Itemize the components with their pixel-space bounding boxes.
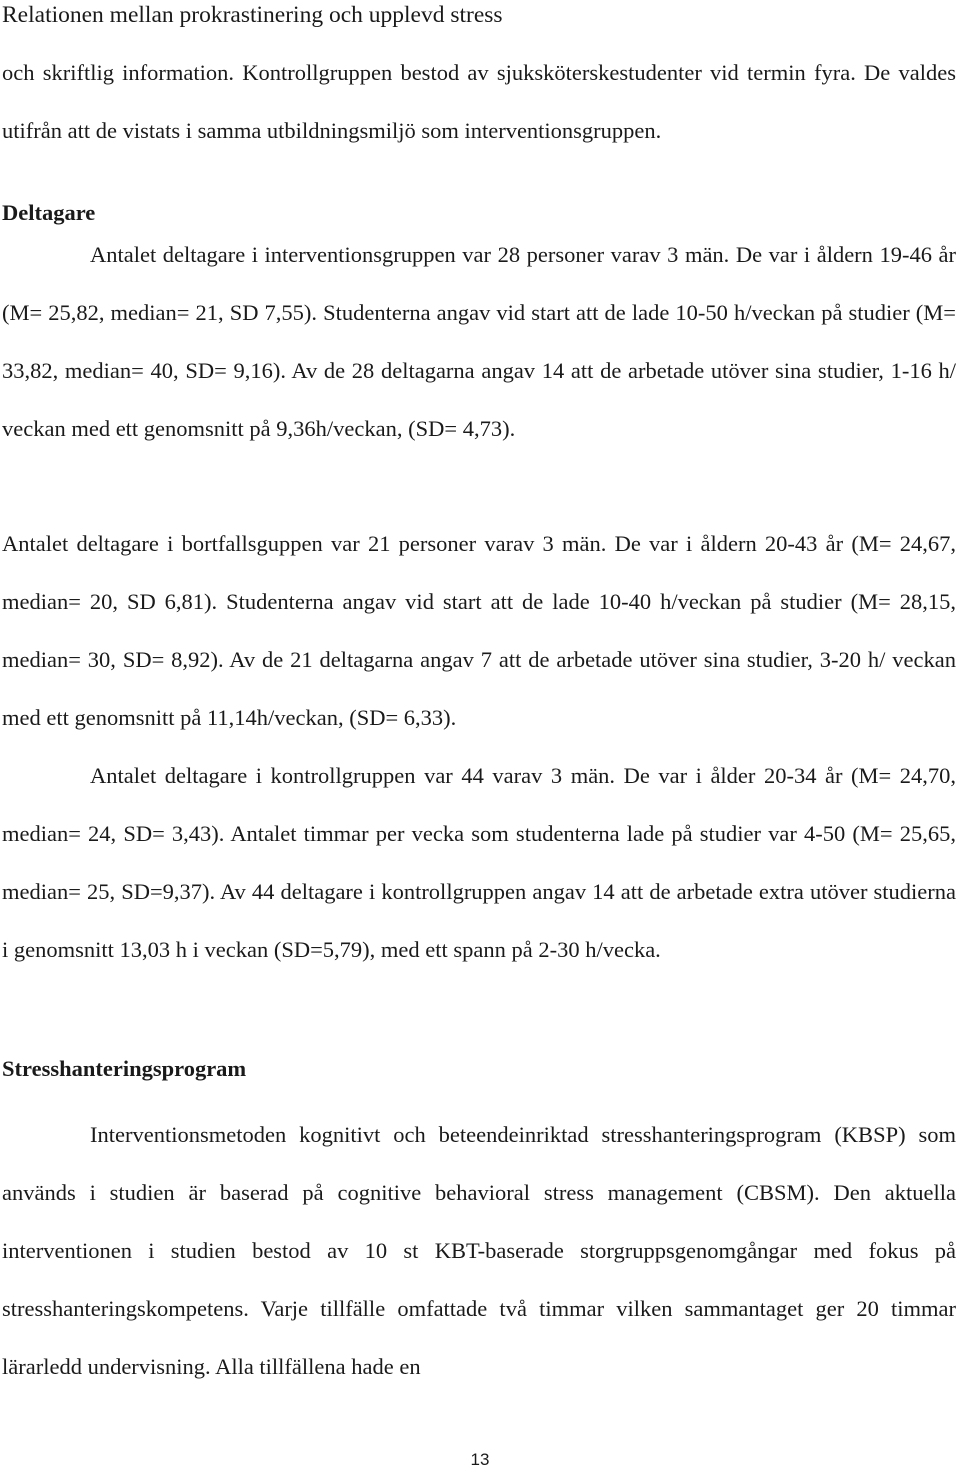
paragraph-dropout-group: Antalet deltagare i bortfallsguppen var 21 personer varav 3 män. De var i åldern 20-43 år (M= 24,67, median= 20, SD 6,81). Studenterna angav vid start att de lade 10-40 h/veckan på studier (M= 28,15, median= 30, SD= 8,92). Av de 21 deltagarna angav 7 att de arbetade utöver sina studier, 3-20 h/ veckan med ett genomsnitt på 11,14h/veckan, (SD= 6,33). [2, 531, 956, 730]
section-heading-deltagare: Deltagare [2, 200, 96, 225]
paragraph-intervention-method: Interventionsmetoden kognitivt och beteendeinriktad stresshanteringsprogram (KBSP) som används i studien är baserad på cognitive behavioral stress management (CBSM). Den aktuella interventionen i studien bestod av 10 st KBT-baserade storgruppsgenomgångar med fokus på stresshanteringskompetens. Varje tillfälle omfattade två timmar vilken sammantaget ger 20 timmar lärarledd undervisning. Alla tillfällena hade en [2, 1122, 956, 1379]
running-header: Relationen mellan prokrastinering och upplevd stress [2, 2, 503, 28]
section-heading-stresshanteringsprogram: Stresshanteringsprogram [2, 1056, 247, 1081]
paragraph-intervention-group: Antalet deltagare i interventionsgruppen var 28 personer varav 3 män. De var i åldern 19-46 år (M= 25,82, median= 21, SD 7,55). Studenterna angav vid start att de lade 10-50 h/veckan på studier (M= 33,82, median= 40, SD= 9,16). Av de 28 deltagarna angav 14 att de arbetade utöver sina studier, 1-16 h/ veckan med ett genomsnitt på 9,36h/veckan, (SD= 4,73). [2, 242, 956, 441]
paragraph-recruitment: och skriftlig information. Kontrollgruppen bestod av sjuksköterskestudenter vid termin fyra. De valdes utifrån att de vistats i samma utbildningsmiljö som interventionsgruppen. [2, 60, 956, 143]
paragraph-control-group: Antalet deltagare i kontrollgruppen var 44 varav 3 män. De var i ålder 20-34 år (M= 24,70, median= 24, SD= 3,43). Antalet timmar per vecka som studenterna lade på studier var 4-50 (M= 25,65, median= 25, SD=9,37). Av 44 deltagare i kontrollgruppen angav 14 att de arbetade extra utöver studierna i genomsnitt 13,03 h i veckan (SD=5,79), med ett spann på 2-30 h/vecka. [2, 763, 956, 962]
page-number: 13 [470, 1450, 490, 1469]
